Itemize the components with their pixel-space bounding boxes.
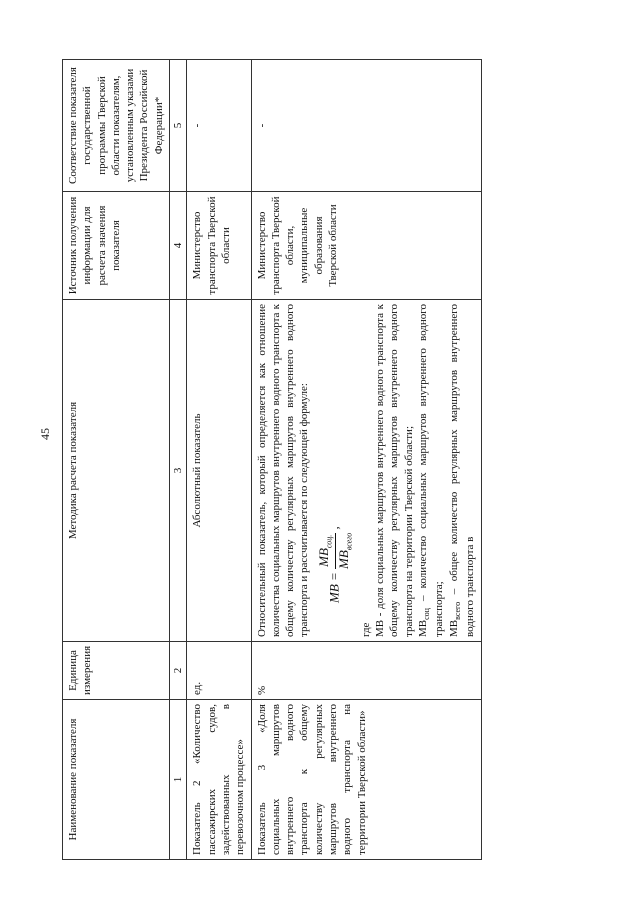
indicator-name: Показатель 2 «Количество пассажирских судов, задействованных в перевозочном процессе» (187, 700, 251, 860)
formula (316, 304, 355, 603)
indicator-compliance: - (187, 60, 251, 192)
definition: MB - доля социальных маршрутов внутреннего водного транспорта к общему количеству регулярных маршрутов внутреннего водного транспорта на территории Тверской области; (374, 304, 415, 637)
formula-numerator: $MB_{соц.}$ (316, 533, 336, 569)
col-number: 5 (170, 60, 187, 192)
indicator-unit: ед. (187, 642, 251, 700)
indicator-source: Министерство транспорта Тверской области (187, 192, 251, 300)
header-unit: Единица измерения (63, 642, 170, 700)
formula-lhs: MB = (326, 572, 342, 603)
page-number: 45 (38, 428, 52, 440)
header-name: Наименование показателя (63, 700, 170, 860)
indicator-method: Абсолютный показатель (187, 300, 251, 642)
table-row (251, 60, 481, 860)
header-method: Методика расчета показателя (63, 300, 170, 642)
header-source: Источник получения информации для расчета значения показателя (63, 192, 170, 300)
col-number: 2 (170, 642, 187, 700)
header-compliance: Соответствие показателя государственной программы Тверской области показателям, установленным указами Президента Российской Федерации* (63, 60, 170, 192)
where-label: где (359, 622, 372, 637)
formula-tail: , (326, 526, 342, 530)
column-number-row (170, 60, 187, 860)
table-row (187, 60, 251, 860)
indicator-name: Показатель 3 «Доля социальных маршрутов внутреннего водного транспорта к общему количеству регулярных маршрутов внутреннего водного транспорта на территории Тверской области» (251, 700, 481, 860)
col-number: 1 (170, 700, 187, 860)
indicators-table (62, 59, 482, 860)
definition: $MB_{всего}$ – общее количество регулярных маршрутов внутреннего водного транспорта в (447, 304, 477, 637)
col-number: 4 (170, 192, 187, 300)
indicator-compliance: - (251, 60, 481, 192)
indicator-unit: % (251, 642, 481, 700)
formula-denominator: $MB_{всего}$ (335, 532, 354, 569)
method-intro: Относительный показатель, который определяется как отношение количества социальных маршрутов внутреннего водного транспорта к общему количеству регулярных маршрутов внутреннего водного транспорта и рассчитывается по следующей формуле: (255, 304, 311, 637)
formula-fraction (316, 533, 355, 569)
indicator-method (251, 300, 481, 642)
indicator-source: Министерство транспорта Тверской области, муниципальные образования Тверской области (251, 192, 481, 300)
col-number: 3 (170, 300, 187, 642)
header-row (63, 60, 170, 860)
rotated-table-wrapper (62, 60, 612, 860)
definition: $MB_{соц}$ – количество социальных маршрутов внутреннего водного транспорта; (416, 304, 446, 637)
